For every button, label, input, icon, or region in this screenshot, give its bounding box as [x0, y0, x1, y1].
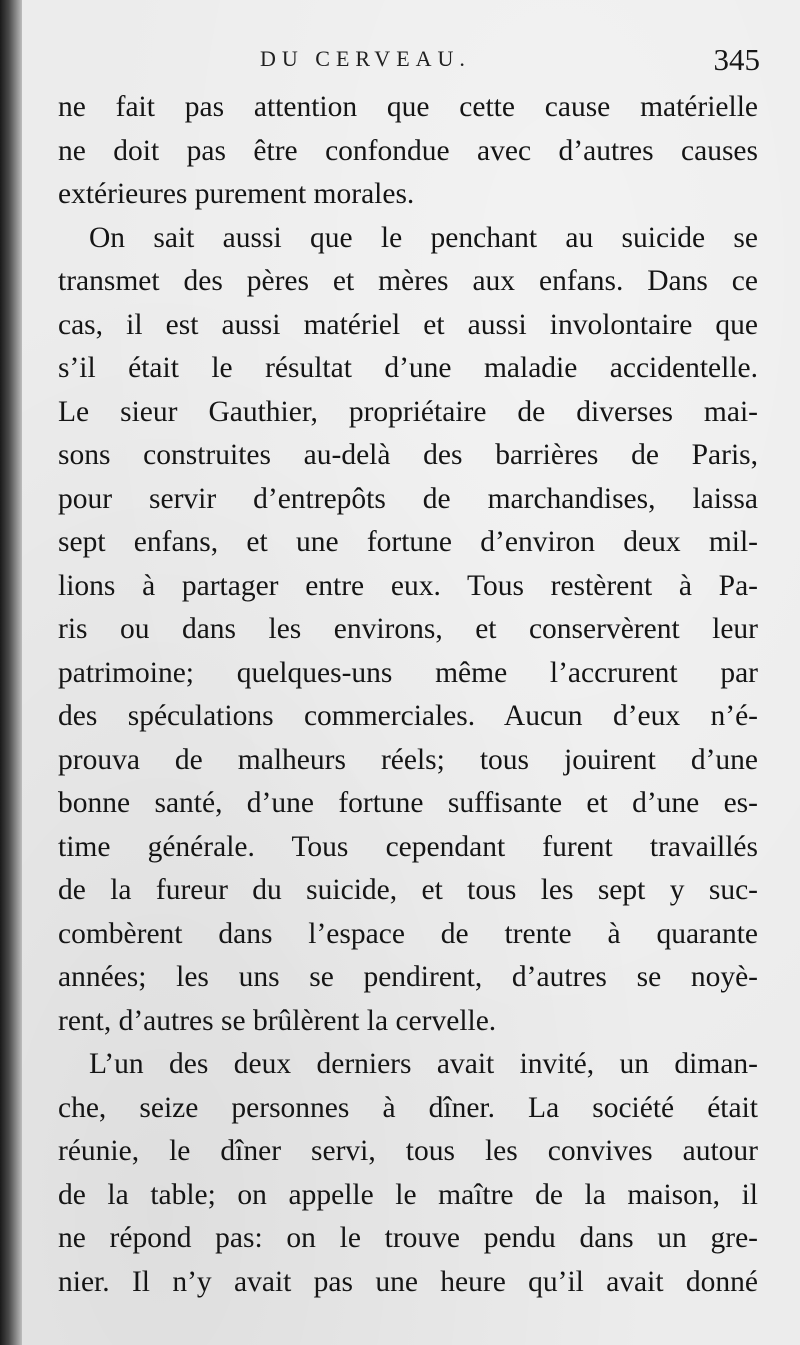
text-line: ne doit pas être confondue avec d’autres causes [58, 134, 758, 167]
text-line: time générale. Tous cependant furent travaillés [58, 830, 758, 863]
text-line: de la table; on appelle le maître de la maison, il [58, 1178, 758, 1211]
text-line: ne répond pas: on le trouve pendu dans un gre- [58, 1222, 758, 1254]
text-line: s’il était le résultat d’une maladie accidentelle. [58, 352, 758, 384]
text-line: réunie, le dîner servi, tous les convives autour [58, 1135, 758, 1167]
text-line: rent, d’autres se brûlèrent la cervelle. [58, 1004, 497, 1037]
text-line: L’un des deux derniers avait invité, un diman- [89, 1048, 758, 1080]
text-line: prouva de malheurs réels; tous jouirent d’une [58, 743, 758, 776]
text-line: transmet des pères et mères aux enfans. Dans ce [58, 265, 758, 297]
running-head [60, 42, 760, 82]
page-gutter-shadow [0, 0, 22, 1345]
text-line: des spéculations commerciales. Aucun d’eux n’é- [58, 700, 758, 732]
text-line: sept enfans, et une fortune d’environ deux mil- [58, 526, 758, 558]
text-line: combèrent dans l’espace de trente à quarante [58, 917, 758, 950]
text-line: bonne santé, d’une fortune suffisante et d’une es- [58, 787, 758, 819]
text-line: che, seize personnes à dîner. La société était [58, 1091, 758, 1124]
text-line: cas, il est aussi matériel et aussi involontaire que [58, 308, 758, 341]
page-number: 345 [713, 42, 760, 77]
text-line: années; les uns se pendirent, d’autres se noyè- [58, 961, 758, 993]
running-head-title: DU CERVEAU. [260, 46, 471, 71]
text-line: extérieures purement morales. [58, 178, 415, 210]
text-line: lions à partager entre eux. Tous restèrent à Pa- [58, 569, 758, 602]
text-line: patrimoine; quelques-uns même l’accrurent par [58, 656, 758, 689]
text-line: ris ou dans les environs, et conservèrent leur [58, 613, 758, 645]
text-line: nier. Il n’y avait pas une heure qu’il avait donné [58, 1265, 758, 1298]
body-text [58, 86, 758, 1304]
text-line: pour servir d’entrepôts de marchandises, laissa [58, 482, 758, 515]
text-line: sons construites au-delà des barrières de Paris, [58, 439, 758, 471]
text-line: de la fureur du suicide, et tous les sept y suc- [58, 874, 758, 906]
text-line: ne fait pas attention que cette cause matérielle [58, 91, 758, 123]
text-line: Le sieur Gauthier, propriétaire de diverses mai- [58, 395, 758, 428]
text-line: On sait aussi que le penchant au suicide se [89, 221, 758, 254]
